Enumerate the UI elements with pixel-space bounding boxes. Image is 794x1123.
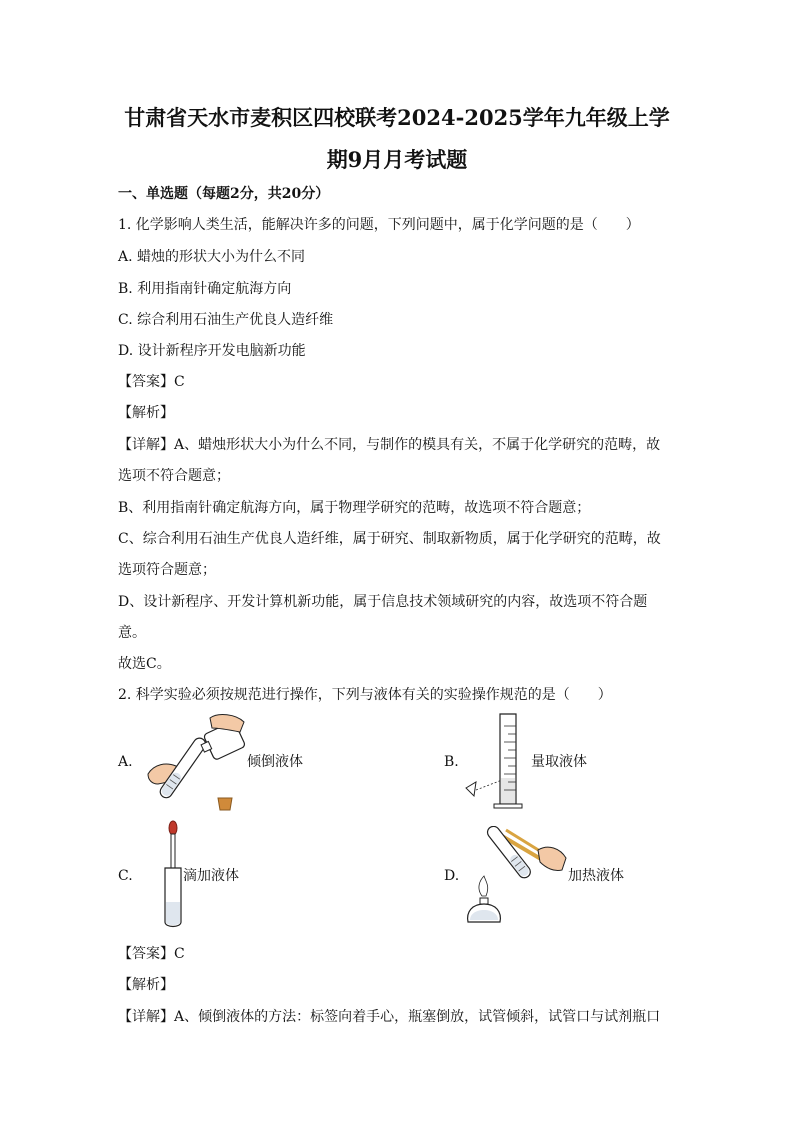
q2-option-b-caption: 量取液体 (531, 754, 587, 770)
q2-option-d-caption: 加热液体 (568, 868, 624, 884)
section-heading: 一、单选题（每题2分，共20分） (118, 186, 330, 202)
q1-answer: 【答案】C (118, 374, 185, 390)
heating-liquid-figure (462, 826, 572, 926)
q2-option-c-letter: C. (118, 868, 133, 884)
q2-answer: 【答案】C (118, 946, 185, 962)
q1-stem: 1. 化学影响人类生活，能解决许多的问题，下列问题中，属于化学问题的是（ ） (118, 217, 640, 233)
q1-detail-line: D、设计新程序、开发计算机新功能，属于信息技术领域研究的内容，故选项不符合题 (118, 594, 648, 610)
q1-detail-line: 意。 (118, 625, 146, 641)
q1-detail-line: C、综合利用石油生产优良人造纤维，属于研究、制取新物质，属于化学研究的范畴，故 (118, 531, 661, 547)
q1-detail-line: 故选C。 (118, 656, 171, 672)
q1-option-a: A. 蜡烛的形状大小为什么不同 (118, 249, 306, 265)
q1-detail-line: 选项符合题意； (118, 562, 216, 578)
q1-option-c: C. 综合利用石油生产优良人造纤维 (118, 312, 334, 328)
q1-analysis-label: 【解析】 (118, 405, 174, 421)
q1-detail-line: 【详解】A、蜡烛形状大小为什么不同，与制作的模具有关，不属于化学研究的范畴，故 (118, 437, 661, 453)
q2-option-c-caption: 滴加液体 (183, 868, 239, 884)
q1-detail-line: B、利用指南针确定航海方向，属于物理学研究的范畴，故选项不符合题意； (118, 500, 591, 516)
page-title-line-1: 甘肃省天水市麦积区四校联考2024-2025学年九年级上学 (124, 105, 670, 130)
q2-stem: 2. 科学实验必须按规范进行操作，下列与液体有关的实验操作规范的是（ ） (118, 687, 612, 703)
page-title-line-2: 期9月月考试题 (326, 147, 468, 172)
q2-option-b-letter: B. (444, 754, 459, 770)
q2-detail-line: 【详解】A、倾倒液体的方法：标签向着手心，瓶塞倒放，试管倾斜，试管口与试剂瓶口 (118, 1009, 661, 1025)
q1-option-d: D. 设计新程序开发电脑新功能 (118, 343, 306, 359)
q2-option-a-letter: A. (118, 754, 133, 770)
pouring-liquid-figure (140, 712, 250, 812)
q1-detail-line: 选项不符合题意； (118, 468, 230, 484)
q2-option-a-caption: 倾倒液体 (247, 754, 303, 770)
q2-option-d-letter: D. (444, 868, 460, 884)
q1-option-b: B. 利用指南针确定航海方向 (118, 281, 292, 297)
q2-analysis-label: 【解析】 (118, 977, 174, 993)
graduated-cylinder-figure (462, 712, 532, 812)
